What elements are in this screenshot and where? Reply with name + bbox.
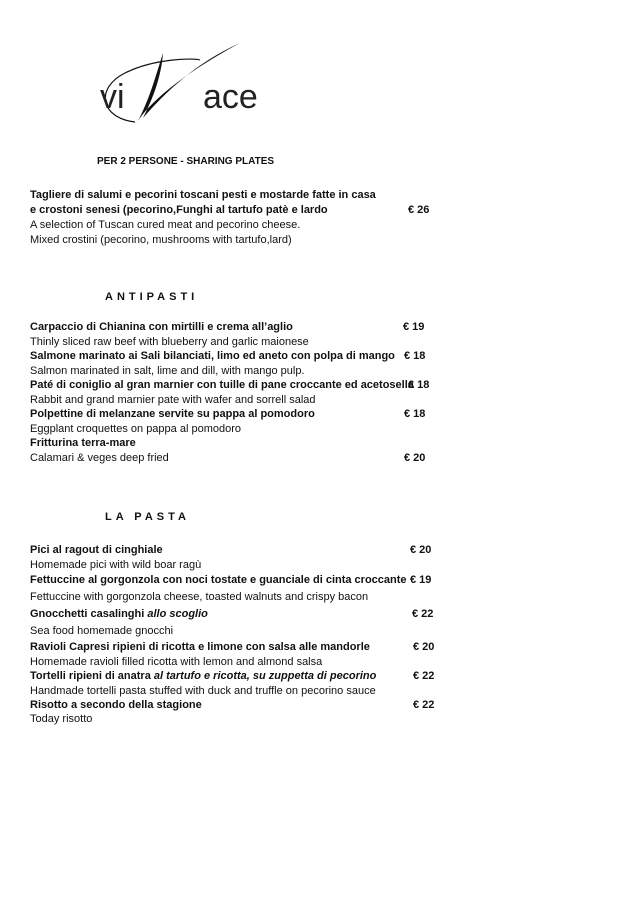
item-price: € 22 xyxy=(412,608,434,620)
item-price: € 19 xyxy=(410,574,432,586)
section-heading-antipasti: ANTIPASTI xyxy=(105,291,199,303)
item-name: Fritturina terra-mare xyxy=(30,437,136,449)
item-price: € 20 xyxy=(404,452,426,464)
item-price: € 22 xyxy=(413,699,435,711)
item-price: € 18 xyxy=(408,379,430,391)
item-price: € 18 xyxy=(404,350,426,362)
item-name: Risotto a secondo della stagione xyxy=(30,699,202,711)
item-desc: Sea food homemade gnocchi xyxy=(30,625,174,637)
item-desc: Thinly sliced raw beef with blueberry and garlic maionese xyxy=(30,336,309,348)
sharing-heading: PER 2 PERSONE - SHARING PLATES xyxy=(97,156,275,167)
vivace-logo xyxy=(95,38,280,128)
logo-text-right: ace xyxy=(203,78,258,116)
item-price: € 26 xyxy=(408,204,430,216)
item-price: € 20 xyxy=(410,544,432,556)
item-name xyxy=(30,670,376,683)
item-name-plain: Gnocchetti casalinghi xyxy=(30,608,148,620)
item-name: Ravioli Capresi ripieni di ricotta e limone con salsa alle mandorle xyxy=(30,641,370,653)
item-name: Salmone marinato ai Sali bilanciati, limo ed aneto con polpa di mango xyxy=(30,350,395,362)
item-desc: A selection of Tuscan cured meat and pecorino cheese. xyxy=(30,219,301,231)
item-desc: Fettuccine with gorgonzola cheese, toasted walnuts and crispy bacon xyxy=(30,591,369,603)
item-name-italic: allo scoglio xyxy=(147,608,208,620)
item-name-italic: al tartufo e ricotta, su zuppetta di pecorino xyxy=(153,670,377,682)
item-name: Paté di coniglio al gran marnier con tuille di pane croccante ed acetosella xyxy=(30,379,414,391)
item-name: Pici al ragout di cinghiale xyxy=(30,544,163,556)
item-name xyxy=(30,608,208,621)
logo-text-left: vi xyxy=(100,78,125,116)
item-name-plain: Tortelli ripieni di anatra xyxy=(30,670,154,682)
item-name: Tagliere di salumi e pecorini toscani pesti e mostarde fatte in casa xyxy=(30,189,376,201)
item-desc: Rabbit and grand marnier pate with wafer and sorrell salad xyxy=(30,394,316,406)
item-desc: Handmade tortelli pasta stuffed with duck and truffle on pecorino sauce xyxy=(30,685,376,697)
item-price: € 20 xyxy=(413,641,435,653)
item-name: e crostoni senesi (pecorino,Funghi al tartufo patè e lardo xyxy=(30,204,328,216)
item-desc: Eggplant croquettes on pappa al pomodoro xyxy=(30,423,241,435)
section-heading-pasta: LA PASTA xyxy=(105,511,190,523)
item-price: € 22 xyxy=(413,670,435,682)
item-desc: Salmon marinated in salt, lime and dill, with mango pulp. xyxy=(30,365,305,377)
item-name: Polpettine di melanzane servite su pappa al pomodoro xyxy=(30,408,315,420)
item-desc: Today risotto xyxy=(30,713,93,725)
item-desc: Calamari & veges deep fried xyxy=(30,452,169,464)
item-name: Carpaccio di Chianina con mirtilli e crema all’aglio xyxy=(30,321,293,333)
item-desc: Homemade ravioli filled ricotta with lemon and almond salsa xyxy=(30,656,323,668)
item-price: € 18 xyxy=(404,408,426,420)
item-name: Fettuccine al gorgonzola con noci tostate e guanciale di cinta croccante xyxy=(30,574,407,586)
item-price: € 19 xyxy=(403,321,425,333)
item-desc: Mixed crostini (pecorino, mushrooms with tartufo,lard) xyxy=(30,234,292,246)
item-desc: Homemade pici with wild boar ragù xyxy=(30,559,202,571)
